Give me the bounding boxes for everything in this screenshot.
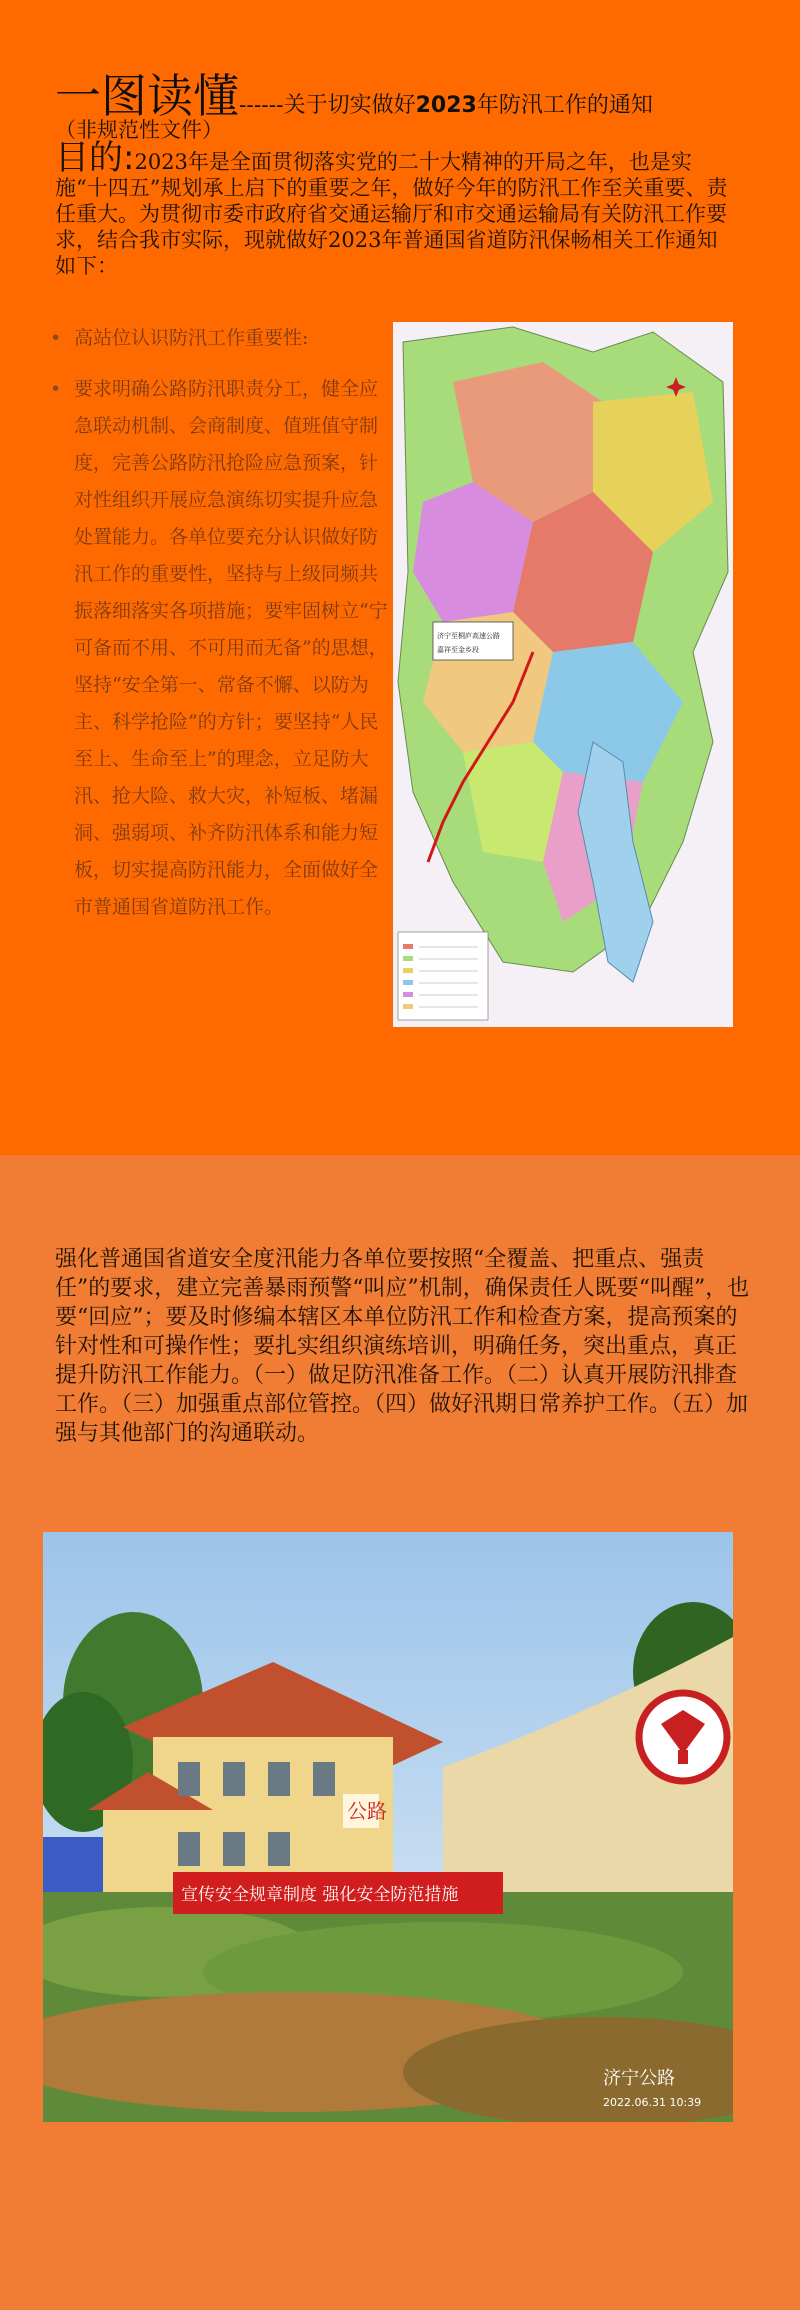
- title-prefix: 关于切实做好: [283, 93, 416, 118]
- title-suffix: 年防汛工作的通知: [476, 93, 653, 118]
- map-graphic: [393, 322, 733, 1027]
- regional-map: [393, 322, 733, 1027]
- title-year: 2023: [415, 93, 477, 118]
- bullet-list: [50, 320, 390, 940]
- subtitle: （非规范性文件）: [55, 118, 223, 142]
- title-main: 一图读懂: [55, 69, 239, 123]
- building-sign: [343, 1794, 387, 1828]
- bullet-item-body: • 要求明确公路防汛职责分工，健全应急联动机制、会商制度、值班值守制度，完善公路防汛抢险应急预案，针对性组织开展应急演练切实提升应急处置能力。各单位要充分认识做好防汛工作的重要性，坚持与上级同频共振落细落实各项措施；要牢固树立“宁可备而不用、不可用而无备”的思想，坚持“安全第一、常备不懈、以防为主、科学抢险”的方针；要坚持“人民至上、生命至上”的理念，立足防大汛、抢大险、救大灾，补短板、堵漏洞、强弱项、补齐防汛体系和能力短板，切实提高防汛能力，全面做好全市普通国省道防汛工作。: [50, 371, 390, 926]
- photo-graphic: [43, 1532, 733, 2122]
- purpose-paragraph: [55, 138, 735, 279]
- purpose-label: 目的:: [55, 138, 135, 178]
- map-legend: [398, 932, 488, 1020]
- map-label-line2: 嘉祥至金乡段: [437, 646, 479, 654]
- map-label-box: [433, 622, 513, 660]
- banner-text: 宣传安全规章制度 强化安全防范措施: [181, 1885, 459, 1905]
- building-sign-text: 公路: [347, 1799, 387, 1823]
- map-label-line1: 济宁至桐庐高速公路: [437, 632, 500, 640]
- section-2-paragraph: 强化普通国省道安全度汛能力各单位要按照“全覆盖、把重点、强责任”的要求，建立完善暴雨预警“叫应”机制，确保责任人既要“叫醒”，也要“回应”；要及时修编本辖区本单位防汛工作和检查方案，提高预案的针对性和可操作性；要扎实组织演练培训，明确任务，突出重点，真正提升防汛工作能力。（一）做足防汛准备工作。（二）认真开展防汛排查工作。（三）加强重点部位管控。（四）做好汛期日常养护工作。（五）加强与其他部门的沟通联动。: [55, 1247, 750, 1446]
- bullet-item-heading: • 高站位认识防汛工作重要性:: [50, 320, 390, 357]
- watermark-timestamp: 2022.06.31 10:39: [603, 2096, 702, 2109]
- watermark-text: 济宁公路: [603, 2068, 675, 2089]
- red-banner: [173, 1872, 503, 1914]
- title-dashes: ------: [239, 93, 284, 118]
- office-photo: [43, 1532, 733, 2122]
- purpose-text: 2023年是全面贯彻落实党的二十大精神的开局之年，也是实施“十四五”规划承上启下的重要之年，做好今年的防汛工作至关重要、责任重大。为贯彻市委市政府省交通运输厅和市交通运输局有关防汛工作要求，结合我市实际，现就做好2023年普通国省道防汛保畅相关工作通知如下：: [55, 150, 728, 278]
- logo-emblem: [639, 1693, 727, 1781]
